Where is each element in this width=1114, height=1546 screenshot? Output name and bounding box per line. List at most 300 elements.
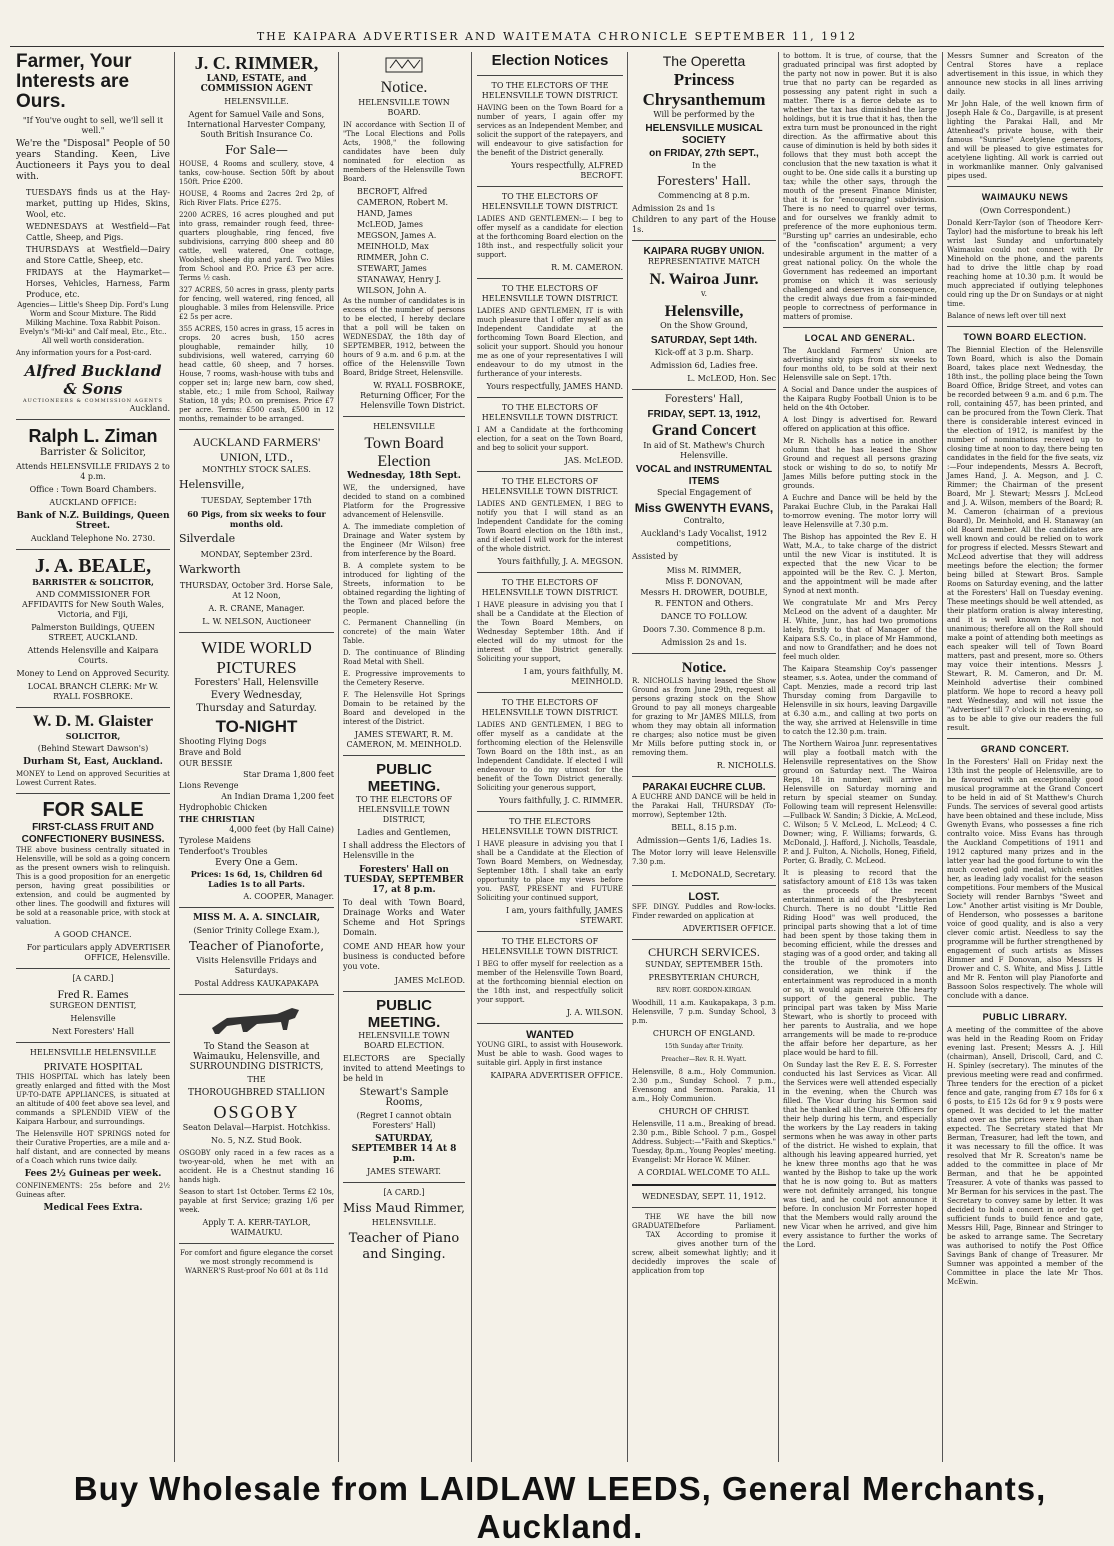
local-item: A Euchre and Dance will be held by the Parakai Euchre Club, in the Parakai Hall to-morrow evening. The motor lorry will leave Helensville at 7.30 p.m. xyxy=(783,494,937,529)
eames-location: Next Foresters' Hall xyxy=(51,1027,135,1036)
tbe-town: HELENSVILLE xyxy=(373,422,435,431)
operetta-society: HELENSVILLE MUSICAL SOCIETY xyxy=(645,123,763,146)
programme-item: THE CHRISTIAN xyxy=(179,814,255,824)
farmer-intro: We're the "Disposal" People of 50 years Standing. Keen, Live Auctioneers it Pays you to deal with. xyxy=(16,139,170,182)
candidate-name: RIMMER, John C. xyxy=(357,253,429,262)
notice-to: TO THE ELECTORS OF HELENSVILLE TOWN DISTRICT. xyxy=(481,477,619,496)
candidate-name: STANAWAY, Henry J. xyxy=(357,275,442,284)
programme-item: 4,000 feet (by Hall Caine) xyxy=(229,825,334,834)
masthead-rule xyxy=(10,46,1104,47)
waimauku-balance: Balance of news left over till next xyxy=(947,312,1067,320)
divider xyxy=(16,968,170,969)
candidate-name: MEINHOLD, Max xyxy=(357,242,429,251)
pm1-to: TO THE ELECTORS OF HELENSVILLE TOWN DISTRICT, xyxy=(355,795,453,824)
property-listing: 355 ACRES, 150 acres in grass, 15 acres in crops. 20 acres bush, 150 acres ploughable, remainder hilly, 10 subdivisions, well watered, carrying 60 head cattle, 60 sheep, and 7 horses. House, 7 rooms, wash-house with tubs and copper set in; large new barn, cow shed, stable, etc.; 1 mile from School, Railway Station, 18 yds; P.O. on premises. Price £7 per acre. Terms: £500 cash, £500 in 12 months, remainder to be arranged. xyxy=(179,325,334,423)
platform-item: C. Permanent Channelling (in concrete) of the main Water Table. xyxy=(343,619,465,645)
divider xyxy=(343,1182,465,1183)
platform-item: B. A complete system to be introduced for lighting of the Streets, information to be obtained regarding the lighting of the Town and placed before the people. xyxy=(343,562,465,615)
property-listing: 2200 ACRES, 16 acres ploughed and put into grass, remainder rough feed, three-quarters ploughable, ring fenced, five subdivisions, carrying 800 sheep and 80 cattle, well watered, One cottage, Woolshed, sheep dip and yard. Two Miles from School and P.O. Price £3 per acre. Terms ½ cash. xyxy=(179,211,334,282)
election-notice xyxy=(477,192,623,273)
notice-to: TO THE ELECTORS OF HELENSVILLE TOWN DISTRICT. xyxy=(481,403,619,422)
lost-title: LOST. xyxy=(688,891,720,903)
programme-item: OUR BESSIE xyxy=(179,759,233,768)
euchre-signature: I. McDONALD, Secretary. xyxy=(671,870,776,879)
local-item: We congratulate Mr and Mrs Percy McLeod on the advent of a daughter. Mr H. White, Junr., has had two promotions lately, firstly to that of Manager of the Kaipara S.S. Co., in place of Mr Hammond, and now to Grandfather; and he does not feel much older. xyxy=(783,599,937,661)
divider xyxy=(477,186,623,187)
tbe-title: Town Board Election xyxy=(364,435,444,470)
concert-doors: Doors 7.30. Commence 8 p.m. xyxy=(642,625,766,634)
buckland-logo xyxy=(16,362,170,414)
glaister-money: MONEY to Lend on approved Securities at Lowest Current Rates. xyxy=(16,770,170,787)
local-item: On Sunday last the Rev E. E. S. Forrester conducted his last Services as Vicar. All the Services were well attended especially in the evening, when the Church was filled. The Vicar during his Sermon said that he thanked all the Church Officers for their help during his term, and especially the workers by the Lay readers in taking sermons when he was away in other parts of the district. He wished to explain, that although his leaving appeared hurried, yet he knew three months ago that he was wanted by the Bishop to take up the work that he is now going to. But as matters were not definitely arranged, his tongue was tied, and he could not announce it before. In conclusion Mr Forrester hoped that the Members would rally around the new Vicar when he arrived, and give him every assistance to further the works of the Lord. xyxy=(783,1061,937,1249)
operetta-in: In the xyxy=(692,161,716,170)
hospital-text: THIS HOSPITAL which has lately been greatly enlarged and fitted with the Most UP-TO-DATE APPLIANCES, is situated at an altitude of 400 feet above sea level, and commands a SPLENDID VIEW of the Kaipara Harbour, and surroundings. xyxy=(16,1073,170,1126)
concert-artist: Messrs H. DROWER, DOUBLE, xyxy=(640,588,768,597)
column-7 xyxy=(943,52,1107,1462)
property-listing: HOUSE, 4 Rooms and scullery, stove, 4 tanks, cow-house. Section 50ft by about 150ft. Price £200. xyxy=(179,160,334,186)
operetta-hall: Foresters' Hall. xyxy=(657,174,751,188)
pm2-text: ELECTORS are Specially invited to attend Meetings to be held in xyxy=(343,1054,465,1083)
column-2 xyxy=(175,52,338,1462)
forsale-subtitle: FIRST-CLASS FRUIT AND CONFECTIONERY BUSINESS. xyxy=(21,822,165,845)
candidate-name: MEGSON, James A. xyxy=(357,231,437,240)
operetta-title: The Operetta xyxy=(662,53,746,69)
column-1 xyxy=(12,52,174,1462)
divider xyxy=(947,186,1103,187)
operetta-name: Princess Chrysanthemum xyxy=(642,70,766,109)
notice-to: TO THE ELECTORS HELENSVILLE TOWN DISTRICT. xyxy=(481,817,619,836)
osgoby-sub: THOROUGHBRED STALLION xyxy=(188,1088,325,1098)
wideworld-tonight: TO-NIGHT xyxy=(215,717,298,736)
afu-title: AUCKLAND FARMERS' UNION, LTD., xyxy=(192,435,321,464)
notice-sign: R. M. CAMERON. xyxy=(551,263,623,272)
platform-item: A. The immediate completion of Drainage and Water system by the Engineer (Mr Wilson) free from interference by the Board. xyxy=(343,523,465,558)
beale-money: Money to Lend on Approved Security. xyxy=(16,669,170,678)
pm1-venue: Foresters' Hall on TUESDAY, SEPTEMBER 17, at 8 p.m. xyxy=(344,865,464,895)
horse-illustration xyxy=(197,1000,317,1040)
notice-sign: JAS. McLEOD. xyxy=(564,456,623,465)
osgoby-name: OSGOBY xyxy=(213,1102,300,1122)
maud-teacher: Teacher of Piano and Singing. xyxy=(348,1231,460,1262)
election-notice xyxy=(477,817,623,926)
osgoby-season: Season to start 1st October. Terms £2 10s, payable at first Service; grazing 1/6 per week. xyxy=(179,1188,334,1214)
afu-pigs: 60 Pigs, from six weeks to four months old. xyxy=(187,509,326,529)
divider xyxy=(632,1207,776,1208)
afu-silverdale-date: MONDAY, September 23rd. xyxy=(200,550,313,559)
programme-item: Lions Revenge xyxy=(179,781,239,790)
sinclair-address: Postal Address KAUKAPAKAPA xyxy=(194,979,319,988)
programme-item: Tyrolese Maidens xyxy=(179,836,251,845)
nicholls-text: R. NICHOLLS having leased the Show Ground as from June 29th, request all persons grazing stock on the Show Ground to pay all moneys chargeable for grazing to Mr JAMES MILLS, from whom they may obtain all information re charges; also notice must be given Mr Mills before putting stock in, or removing them. xyxy=(632,677,776,757)
platform-item: E. Progressive improvements to the Cemetery Reserve. xyxy=(343,670,465,687)
waimauku-title: WAIMAUKU NEWS xyxy=(981,192,1069,202)
warners-corset: For comfort and figure elegance the corset we most strongly recommend is WARNER'S Rust-proof No 601 at 8s 11d xyxy=(180,1249,333,1275)
property-listing: HOUSE, 4 Rooms and 2acres 2rd 2p, of Rich River Flats. Price £275. xyxy=(179,190,334,207)
notice-to: TO THE ELECTORS OF HELENSVILLE TOWN DISTRICT. xyxy=(481,937,619,956)
concert-hall: Foresters' Hall, xyxy=(664,394,744,405)
divider xyxy=(179,907,334,908)
ziman-role: Barrister & Solicitor, xyxy=(39,447,147,458)
divider xyxy=(947,326,1103,327)
divider xyxy=(477,1023,623,1024)
election-notice xyxy=(477,578,623,687)
wanted-title: WANTED xyxy=(526,1029,574,1041)
town-board-election-title: TOWN BOARD ELECTION. xyxy=(963,332,1087,342)
notice-sign: Yours respectfully, ALFRED BECROFT. xyxy=(511,161,623,180)
hospital-title: PRIVATE HOSPITAL xyxy=(43,1061,143,1073)
sinclair-name: MISS M. A. A. SINCLAIR, xyxy=(192,913,321,923)
local-item: The Auckland Farmers' Union are advertising sixty pigs from six weeks to four months old, to be sold at their next Helensville sale on Sept. 17th. xyxy=(783,347,937,382)
notice-title: Notice. xyxy=(380,79,428,96)
sinclair-exam: (Senior Trinity College Exam.), xyxy=(193,926,320,935)
platform-item: F. The Helensville Hot Springs Domain to be retained by the Board and developed in the interest of the District. xyxy=(343,691,465,726)
local-item: The Northern Wairoa Junr. representatives will play a football match with the Helensville representatives on the Show ground on Saturday next. The Wairoa Reps, 18 in number, will arrive in Helensville on Saturday morning and return by special steamer on Sunday. Following team will represent Helensville:—Fullback W. Sandin; 3 Dickie, A. McLeod, C. Wilson; 5 V. McLeod, L. McLeod; 4 C. Downer; wing, F. Williams; forwards, G. McDonald, J. Hafford, J. Nicholls, Teasdale, P. and J. Fulton, A. Nicholls, Honeg, Fifield, Porter, G. Bradly, C. McLeod. xyxy=(783,740,937,865)
concert-artist: R. FENTON and Others. xyxy=(654,599,754,608)
notice-sign: I am, yours faithfully, M. MEINHOLD. xyxy=(523,667,623,686)
tbe-intro: WE, the undersigned, have decided to stand on a combined Platform for the Progressive advancement of Helensville. xyxy=(343,484,465,519)
divider xyxy=(477,278,623,279)
crest-emblem xyxy=(384,54,424,76)
platform-item: D. The continuance of Blinding Road Metal with Shell. xyxy=(343,649,465,666)
notice-to: TO THE ELECTORS OF THE HELENSVILLE TOWN DISTRICT. xyxy=(481,81,619,100)
column-divider xyxy=(471,52,472,1462)
operetta-admission: Admission 2s and 1s xyxy=(632,204,715,213)
glaister-location: (Behind Stewart Dawson's) xyxy=(37,744,149,753)
ziman-office: Office : Town Board Chambers. xyxy=(29,485,157,494)
farmer-headline: Farmer, Your Interests are Ours. xyxy=(16,51,132,112)
divider xyxy=(477,692,623,693)
election-notices-title: Election Notices xyxy=(491,52,609,69)
divider xyxy=(16,1042,170,1043)
forsale-title: FOR SALE xyxy=(42,799,144,821)
church-christ: CHURCH OF CHRIST. xyxy=(658,1107,750,1116)
glaister-address: Durham St, East, Auckland. xyxy=(23,757,163,767)
rimmer-forsale: For Sale— xyxy=(225,143,288,157)
notice-body: LADIES AND GENTLEMEN, IT is with much pleasure that I offer myself as an Independent Candidate at the forthcoming Town Board Election, and solicit your support. Should you honour me as one of your representatives I will endeavour to do my utmost in the furtherance of your interests. xyxy=(477,307,623,378)
operetta-children: Children to any part of the House 1s. xyxy=(632,215,776,234)
hospital-springs: The Helensville HOT SPRINGS noted for their Curative Properties, are a mile and a-half distant, and are connected by means of a Coach which runs twice daily. xyxy=(16,1130,170,1165)
ziman-attends: Attends HELENSVILLE FRIDAYS 2 to 4 p.m. xyxy=(16,462,170,481)
church-england-sub: 15th Sunday after Trinity. xyxy=(664,1043,744,1050)
forsale-chance: A GOOD CHANCE. xyxy=(54,930,132,939)
lost-office: ADVERTISER OFFICE. xyxy=(682,924,776,933)
osgoby-pedigree: Seaton Delaval—Harpist. Hotchkiss. xyxy=(182,1123,331,1132)
property-listing: 327 ACRES, 50 acres in grass, plenty parts for fencing, well watered, ring fenced, all ploughable. 3 miles from Helensville. Price £2 5s per acre. xyxy=(179,286,334,321)
wideworld-prices: Prices: 1s 6d, 1s, Children 6d Ladies 1s to all Parts. xyxy=(190,869,323,889)
notice-body: I AM a Candidate at the forthcoming election, for a seat on the Town Board, and beg to solicit your support. xyxy=(477,426,623,452)
candidate-name: STEWART, James xyxy=(357,264,427,273)
osgoby-text: OSGOBY only raced in a few races as a two-year-old, when he met with an accident. He is a Chestnut standing 16 hands high. xyxy=(179,1149,334,1184)
rugby-date: SATURDAY, Sept 14th. xyxy=(650,335,758,346)
notice-sign: Yours faithfully, J. A. MEGSON. xyxy=(497,557,623,566)
divider xyxy=(477,397,623,398)
church-england: CHURCH OF ENGLAND. xyxy=(652,1029,756,1038)
operetta-by: Will be performed by the xyxy=(653,110,755,119)
divider xyxy=(632,885,776,886)
programme-item: Every One a Gem. xyxy=(215,858,298,868)
maud-town: HELENSVILLE. xyxy=(371,1218,437,1227)
notice-body: I HAVE pleasure in advising you that I shall be a Candidate at the Election of the Town Board Members, on Wednesday September 18th. And if elected will do my utmost for the interest of the District generally. Soliciting your support, xyxy=(477,601,623,663)
church-presby-rev: REV. ROBT. GORDON-KIRGAN. xyxy=(656,987,752,994)
wanted-text: YOUNG GIRL, to assist with Housework. Must be able to wash. Good wages to suitable girl. Apply in first instance xyxy=(477,1041,623,1067)
local-item: The Kaipara Steamship Coy's passenger steamer, s.s. Aotea, under the command of Capt. Menzies, made a record trip last Thursday coming from Dargaville to Helensville in six hours, leaving Dargaville at 6.30 a.m., and calling at two ports on the way, she arrived at Helensville in time to catch the 12.30 p.m. train. xyxy=(783,665,937,736)
glaister-name: W. D. M. Glaister xyxy=(32,713,154,730)
notice-to: TO THE ELECTORS OF HELENSVILLE TOWN DISTRICT. xyxy=(481,192,619,211)
notice-body: HAVING been on the Town Board for a number of years, I again offer my services as an Independent Member, and solicit the support of the ratepayers, and will endeavour to give satisfaction for the benefit of the District generally. xyxy=(477,104,624,157)
grand-concert-title: GRAND CONCERT. xyxy=(980,744,1070,754)
rimmer-role: LAND, ESTATE, and COMMISSION AGENT xyxy=(200,74,313,94)
local-item: The Bishop has appointed the Rev E. H Watt, M.A., to take charge of the district until the new Vicar is instituted. It is expected that the new Vicar to be appointed will be the Rev. C. J. Merton, and the appointment will be made after Synod at next month. xyxy=(783,533,937,595)
afu-warkworth-date: THURSDAY, October 3rd. Horse Sale, At 12 Noon, xyxy=(179,581,334,600)
divider xyxy=(343,416,465,417)
divider xyxy=(179,632,334,633)
notice-body: I HAVE pleasure in advising you that I shall be a Candidate at the Election of Town Board Members, on Wednesday, September 18th. I shall take an early opportunity to place my views before you. PAST, PRESENT and FUTURE Soliciting your continued support, xyxy=(477,840,623,902)
column-6 xyxy=(779,52,941,1462)
osgoby-intro: To Stand the Season at Waimauku, Helensville, and SURROUNDING DISTRICTS, xyxy=(189,1042,324,1072)
notice-to: TO THE ELECTORS OF HELENSVILLE TOWN DISTRICT. xyxy=(481,284,619,303)
tbe-signatures: JAMES STEWART, R. M. CAMERON, M. MEINHOLD. xyxy=(346,730,462,749)
concert-admission: Admission 2s and 1s. xyxy=(661,638,747,647)
info-postcard: Any information yours for a Post-card. xyxy=(16,349,152,357)
rugby-ground: On the Show Ground, xyxy=(660,321,748,330)
afu-silverdale: Silverdale xyxy=(179,532,236,545)
candidate-name: CAMERON, Robert M. xyxy=(357,198,449,207)
masthead: THE KAIPARA ADVERTISER AND WAITEMATA CHRONICLE SEPTEMBER 11, 1912 xyxy=(256,30,858,43)
hospital-confinements: CONFINEMENTS: 25s before and 2½ Guineas after. xyxy=(16,1182,170,1199)
wideworld-venue: Foresters' Hall, Helensville xyxy=(194,678,319,688)
concert-assisted: Assisted by xyxy=(632,552,678,561)
divider xyxy=(16,707,170,708)
nicholls-signature: R. NICHOLLS. xyxy=(716,761,776,770)
pm1-signature: JAMES McLEOD. xyxy=(394,976,465,985)
concert-aid: In aid of St. Mathew's Church Helensville. xyxy=(643,441,765,460)
pm2-title: PUBLIC MEETING. xyxy=(367,997,441,1031)
church-england-times: Helensville, 8 a.m., Holy Communion. 2.30 p.m., Sunday School. 7 p.m., Evensong and Sermon. Parakia, 11 a.m., Holy Communion. xyxy=(632,1068,776,1103)
paper-date: WEDNESDAY, SEPT. 11, 1912. xyxy=(641,1192,767,1201)
afu-auctioneer: L. W. NELSON, Auctioneer xyxy=(202,617,311,626)
divider xyxy=(477,931,623,932)
wideworld-title: WIDE WORLD PICTURES xyxy=(201,638,312,677)
candidate-name: WILSON, John A. xyxy=(357,286,427,295)
rugby-v: v. xyxy=(700,289,708,298)
local-item: A lost Dingy is advertised for. Reward offered on application at this office. xyxy=(783,416,937,433)
divider xyxy=(632,653,776,654)
beale-clerk: LOCAL BRANCH CLERK: Mr W. RYALL FOSBROKE. xyxy=(27,682,159,701)
divider xyxy=(947,738,1103,739)
hospital-header: HELENSVILLE HELENSVILLE xyxy=(29,1048,157,1057)
notice-body: I BEG to offer myself for reelection as a member of the Helensville Town Board, at the forthcoming biennial election on the 18th inst, and respectfully solicit your support. xyxy=(477,960,623,1004)
election-notice xyxy=(477,698,623,806)
eames-town: Helensville xyxy=(70,1014,116,1023)
election-notice xyxy=(477,403,623,466)
church-title: CHURCH SERVICES. xyxy=(648,945,760,959)
euchre-lorry: The Motor lorry will leave Helensville 7.30 p.m. xyxy=(632,849,776,866)
church-presby: PRESBYTERIAN CHURCH, xyxy=(648,973,760,982)
notice-text: IN accordance with Section II of "The Local Elections and Polls Acts, 1908," the following candidates have been duly nominated for election as members of the Helensville Town Board. xyxy=(343,121,465,183)
notice-to: TO THE ELECTORS OF HELENSVILLE TOWN DISTRICT. xyxy=(481,698,619,717)
tbe-date: Wednesday, 18th Sept. xyxy=(347,471,461,481)
divider xyxy=(343,755,465,756)
editorial-head: THE GRADUATED TAX xyxy=(632,1213,680,1239)
schedule-item: THURSDAYS at Westfield—Dairy and Store Cattle, Sheep, etc. xyxy=(26,245,170,265)
column-3 xyxy=(339,52,469,1462)
afu-warkworth: Warkworth xyxy=(179,563,241,576)
osgoby-the: THE xyxy=(247,1075,266,1084)
editorial-graduated-tax xyxy=(632,1213,776,1276)
election-notice xyxy=(477,284,623,392)
hospital-medical: Medical Fees Extra. xyxy=(43,1203,143,1213)
concert-contralto: Contralto, xyxy=(683,516,725,525)
divider xyxy=(16,419,170,420)
column-4 xyxy=(473,52,627,1462)
schedule-item: TUESDAYS finds us at the Hay-market, putting up Hides, Skins, Wool, etc. xyxy=(26,188,170,219)
divider xyxy=(477,471,623,472)
beale-address: Palmerston Buildings, QUEEN STREET, AUCKLAND. xyxy=(31,623,155,642)
farmer-quote: "If You've ought to sell, we'll sell it well." xyxy=(22,116,164,135)
rugby-team1: N. Wairoa Junr. xyxy=(649,271,759,288)
buckland-logo-sub: AUCTIONEERS & COMMISSION AGENTS xyxy=(23,398,163,404)
church-date: SUNDAY, SEPTEMBER 15th. xyxy=(645,960,763,969)
pm2-regret: (Regret I cannot obtain Foresters' Hall) xyxy=(356,1111,452,1130)
forsale-apply: For particulars apply ADVERTISER OFFICE, Helensville. xyxy=(26,943,170,962)
divider xyxy=(632,939,776,940)
euchre-admission: Admission—Gents 1/6, Ladies 1s. xyxy=(636,836,772,845)
wideworld-every: Every Wednesday, xyxy=(210,690,303,701)
operetta-time: Commencing at 8 p.m. xyxy=(658,191,750,200)
rimmer-town: HELENSVILLE. xyxy=(224,97,289,106)
divider xyxy=(179,994,334,995)
pm2-subtitle: HELENSVILLE TOWN BOARD ELECTION. xyxy=(358,1031,450,1050)
osgoby-book: No. 5, N.Z. Stud Book. xyxy=(211,1136,302,1145)
divider xyxy=(179,1243,334,1244)
local-general-title: LOCAL AND GENERAL. xyxy=(804,333,916,343)
rugby-title: KAIPARA RUGBY UNION. xyxy=(643,246,765,257)
public-library-text: A meeting of the committee of the above was held in the Reading Room on Friday evening last. Present; Messrs A. J. Hill (chairman), Ansell, Driscoll, Card, and C. H. Spinley (secretary). The minutes of the previous meeting were read and confirmed. Three tenders for the erection of a picket fence and gate, ranging from £7 18s for 6 x 6 posts, to £15 12s 6d for 9 x 9 posts were opened. It was decided to let the matter stand over as the prices were higher than expected. The Secretary stated that Mr Berman, Treasurer, had left the town, and it was necessary to fill the office. It was resolved that Mr R. Screaton's name be added to the committee in place of Mr Berman, and that he be appointed Treasurer. A vote of thanks was passed to Mr Berman for his services in the past. The Secretary to convey same by letter. It was decided to hold a concert in order to get sufficient funds to build fence and gate, Messrs Hill, Page, Binnear and Stringer to be asked to arrange same. The Secretary was authorised to notify the Post Office Savings Bank of change of Treasurer. Mr Sumner was appointed a member of the Committee in place the late Mr Thos. McEwin. xyxy=(947,1026,1103,1286)
election-notice xyxy=(477,937,623,1018)
notice-body: LADIES AND GENTLEMEN:— I beg to offer myself as a candidate for election at the forthcoming Board election on the 18th inst., and respectfully solicit your support. xyxy=(477,215,623,259)
concert-artist: Miss M. RIMMER, xyxy=(666,566,742,575)
euchre-text: A EUCHRE AND DANCE will be held in the Parakai Hall, THURSDAY (To-morrow), September 12th. xyxy=(632,793,776,819)
programme-item: Star Drama 1,800 feet xyxy=(243,770,334,779)
divider xyxy=(16,549,170,550)
buckland-logo-place: Auckland. xyxy=(129,404,170,413)
divider xyxy=(16,793,170,794)
rugby-kickoff: Kick-off at 3 p.m. Sharp. xyxy=(654,348,754,357)
hospital-fees: Fees 2½ Guineas per week. xyxy=(24,1169,162,1179)
laidlaw-leeds-banner: Buy Wholesale from LAIDLAW LEEDS, General Merchants, Auckland. xyxy=(73,1470,1047,1545)
local-item: It is pleasing to record that the satisfactory amount of £18 13s was taken as the proceeds of the recent entertainment in aid of the Presbyterian Church. There is no doubt "Little Red Riding Hood" was well produced, the principal parts showing that a lot of time had been spent by those taking them in becoming efficient, while the dresses and staging was of a good order, and taking all the trouble of the promoters into consideration, we think if the entertainment was reproduced in a month or so, it would again receive the hearty support of the general public. The principal part was taken by Miss Marie Stewart, who is shortly to proceed with her parents to Australia, and we hope arrangements will be made to re-produce the affair before her departure, as her place would be hard to fill. xyxy=(783,869,937,1057)
glaister-role: SOLICITOR, xyxy=(65,731,121,741)
ziman-telephone: Auckland Telephone No. 2730. xyxy=(30,534,156,543)
rimmer-agent: Agent for Samuel Vaile and Sons, International Harvester Company, South British Insurance Co. xyxy=(187,110,326,139)
afu-manager: A. R. CRANE, Manager. xyxy=(208,604,305,613)
concert-title: Grand Concert xyxy=(651,422,757,439)
maud-card: [A CARD.] xyxy=(383,1188,425,1197)
notice-sign: I am, yours faithfully, JAMES STEWART. xyxy=(505,906,623,925)
programme-item: Brave and Bold xyxy=(179,748,242,757)
pm2-venue: Stewart's Sample Rooms, xyxy=(359,1087,449,1108)
forsale-text: THE above business centrally situated in Helensville, will be sold as a going concern as the present owners wish to relinquish. This is a good proposition for an energetic person, having great possibilities or extension, and could be augmented by other lines. The goodwill and fixtures will be sold at a reasonable price, with stock at valuation. xyxy=(16,846,170,926)
rimmer-name: J. C. RIMMER, xyxy=(194,53,319,73)
church-christ-times: Helensville, 11 a.m., Breaking of bread. 2.30 p.m., Bible School. 7 p.m., Gospel Address. Subject:—"Faith and Skeptics." Tuesday, 8p.m., Young Peoples' meeting. Evangelist: Mr Horace W. Milner. xyxy=(632,1120,777,1164)
afu-helensville-date: TUESDAY, September 17th xyxy=(201,496,312,505)
divider xyxy=(632,1184,776,1186)
wideworld-days: Thursday and Saturday. xyxy=(196,703,317,714)
lost-text: SFF. DINGY. Puddles and Row-locks. Finder rewarded on application at xyxy=(632,903,776,920)
divider xyxy=(179,429,334,430)
waimauku-sub: (Own Correspondent.) xyxy=(979,206,1071,215)
notice-body: LADIES AND GENTLEMEN, I BEG to offer myself as a candidate at the forthcoming election of the Helensville Town Board on the 18th inst., as an Independent Candidate. If elected I will endeavour to do my utmost for the benefit of the Town District generally. Soliciting your generous support, xyxy=(477,721,623,792)
schedule-item: WEDNESDAYS at Westfield—Fat Cattle, Sheep, and Pigs. xyxy=(26,222,170,242)
concert-artist: Miss F. DONOVAN, xyxy=(665,577,743,586)
concert-star: Miss GWENYTH EVANS, xyxy=(634,501,774,515)
rugby-match: REPRESENTATIVE MATCH xyxy=(647,257,761,266)
notice-sign: Yours respectfully, JAMES HAND. xyxy=(486,382,623,391)
church-presby-times: Woodhill, 11 a.m. Kaukapakapa, 3 p.m. Helensville, 7 p.m. Sunday School, 3 p.m. xyxy=(632,999,776,1025)
ziman-bank: Bank of N.Z. Buildings, Queen Street. xyxy=(16,511,170,531)
programme-item: Tenderfoot's Troubles xyxy=(179,847,268,856)
concert-special: Special Engagement of xyxy=(657,488,751,497)
eames-name: Fred R. Eames xyxy=(57,987,129,1001)
wanted-office: KAIPARA ADVERTISER OFFICE. xyxy=(490,1071,623,1080)
programme-item: Shooting Flying Dogs xyxy=(179,737,267,746)
euchre-title: PARAKAI EUCHRE CLUB. xyxy=(642,782,766,793)
sinclair-role: Teacher of Pianoforte, xyxy=(188,939,325,953)
concert-dance: DANCE TO FOLLOW. xyxy=(660,612,748,621)
concert-competitions: Auckland's Lady Vocalist, 1912 competitions, xyxy=(641,529,767,548)
rugby-team2: Helensville, xyxy=(664,303,744,320)
local-item: A Social and Dance under the auspices of the Kaipara Rugby Football Union is to be held on the 4th October. xyxy=(783,386,937,412)
divider xyxy=(632,240,776,241)
church-welcome: A CORDIAL WELCOME TO ALL. xyxy=(637,1168,771,1177)
eames-card: [A CARD.] xyxy=(72,974,114,983)
sumner-text: Messrs Sumner and Screaton of the Central Stores have a replace advertisement in this issue, in which they announce new stocks in all lines arriving daily. xyxy=(947,52,1103,96)
ziman-auckland: AUCKLAND OFFICE: xyxy=(49,498,137,507)
divider xyxy=(947,1006,1103,1007)
notice-to: TO THE ELECTORS OF HELENSVILLE TOWN DISTRICT. xyxy=(481,578,619,597)
divider xyxy=(632,389,776,390)
eames-role: SURGEON DENTIST, xyxy=(49,1001,137,1010)
afu-helensville: Helensville, xyxy=(179,478,245,491)
concert-date: FRIDAY, SEPT. 13, 1912, xyxy=(647,409,761,420)
notice-sign: J. A. WILSON. xyxy=(566,1008,623,1017)
osgoby-apply: Apply T. A. KERR-TAYLOR, WAIMAUKU. xyxy=(202,1218,311,1237)
divider xyxy=(632,776,776,777)
divider xyxy=(477,811,623,812)
notice-body: LADIES AND GENTLEMEN, I BEG to notify you that I will stand as an Independent Candidate for the coming Town Board election on the 18th inst., and if elected I will work for the interest of the whole district. xyxy=(477,500,623,553)
candidate-list xyxy=(343,187,465,296)
editorial-start: WE have the bill now before Parliament. According to promise it gives another turn of the screw, albeit somewhat lightly; and it decidedly improves the scale of application from top xyxy=(632,1213,776,1275)
maud-name: Miss Maud Rimmer, xyxy=(343,1201,465,1215)
schedule-item: FRIDAYS at the Haymarket—Horses, Vehicles, Harness, Farm Produce, etc. xyxy=(26,268,170,299)
wideworld-manager: A. COOPER, Manager. xyxy=(243,892,334,901)
candidate-name: McLEOD, James xyxy=(357,220,423,229)
notice-board: HELENSVILLE TOWN BOARD. xyxy=(358,98,450,117)
divider xyxy=(343,991,465,992)
afu-subtitle: MONTHLY STOCK SALES. xyxy=(202,465,311,474)
pm1-greeting: Ladies and Gentlemen, xyxy=(357,828,451,837)
rugby-secretary: L. McLEOD, Hon. Sec xyxy=(687,374,776,383)
rugby-admission: Admission 6d, Ladies free. xyxy=(650,361,758,370)
candidate-name: HAND, James xyxy=(357,209,413,218)
beale-commissioner: AND COMMISSIONER FOR AFFIDAVITS for New South Wales, Victoria, and Fiji, xyxy=(22,590,164,619)
sinclair-visits: Visits Helensville Fridays and Saturdays. xyxy=(196,956,317,975)
nicholls-title: Notice. xyxy=(681,660,727,676)
pm1-title: PUBLIC MEETING. xyxy=(367,761,441,795)
notice-poll: As the number of candidates is in excess of the number of persons to be elected, I hereby declare that a poll will be taken on WEDNESDAY, the 18th day of SEPTEMBER, 1912, between the hours of 9 a.m. and 6 p.m. at the office of the Helensville Town Board, Bridge Street, Helensville. xyxy=(343,297,465,377)
public-library-title: PUBLIC LIBRARY. xyxy=(982,1012,1068,1022)
divider xyxy=(477,572,623,573)
